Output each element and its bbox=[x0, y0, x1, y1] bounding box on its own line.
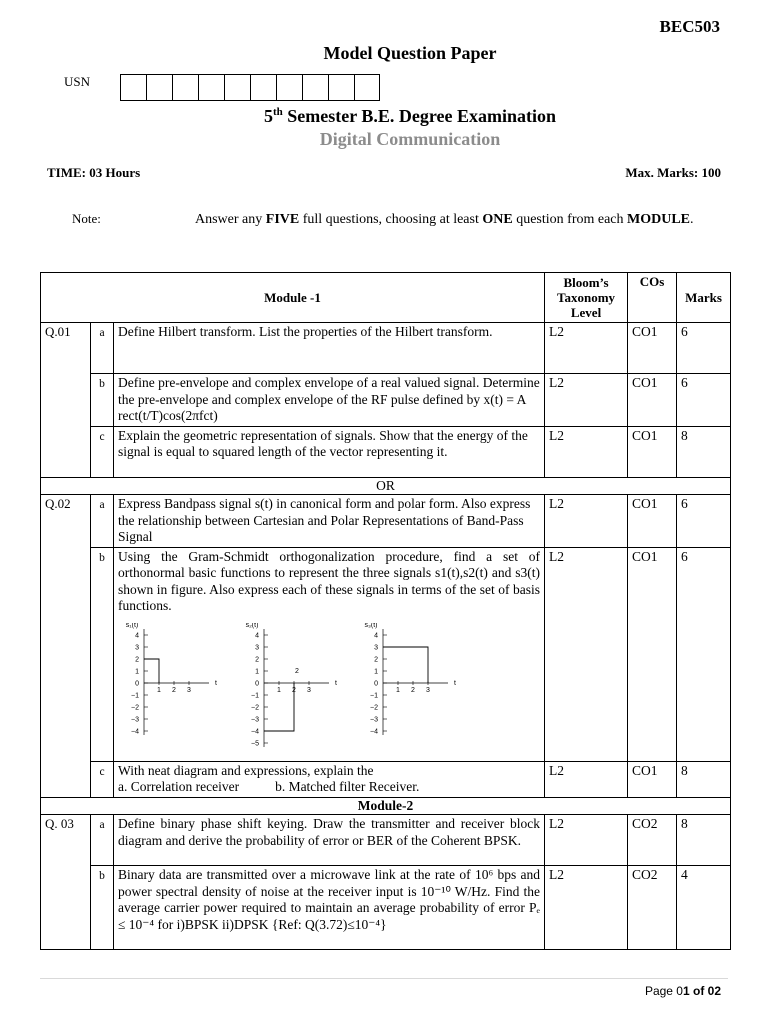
s3-plot-label: s₃(t) bbox=[364, 622, 378, 629]
s1-plot-ytick-label: 4 bbox=[135, 632, 139, 639]
question-text: Explain the geometric representation of signals. Show that the energy of the signal is equal to squared length of the vector representing it. bbox=[114, 426, 545, 477]
s3-plot-waveform bbox=[383, 647, 428, 683]
signals-figure-svg bbox=[118, 623, 478, 753]
note-part: Answer any bbox=[195, 212, 266, 227]
s3-plot-xtick-label: 2 bbox=[411, 686, 415, 694]
sub-question-label: b bbox=[91, 547, 114, 761]
note-text bbox=[195, 211, 695, 229]
page-number bbox=[645, 984, 721, 998]
note-label: Note: bbox=[72, 211, 101, 226]
table-row bbox=[41, 374, 731, 427]
s2-plot-xtick-label: 2 bbox=[292, 686, 296, 694]
co-value: CO1 bbox=[628, 495, 677, 548]
usn-box[interactable] bbox=[354, 74, 380, 101]
marks-value: 6 bbox=[677, 323, 731, 374]
co-value: CO2 bbox=[628, 815, 677, 866]
module-2-row bbox=[41, 797, 731, 815]
table-row bbox=[41, 323, 731, 374]
cos-heading: COs bbox=[628, 273, 677, 323]
question-table bbox=[40, 272, 731, 950]
s1-plot-xtick-label: 1 bbox=[157, 686, 161, 694]
s2-plot-xtick-label: 3 bbox=[307, 686, 311, 694]
marks-value: 6 bbox=[677, 374, 731, 427]
footer-divider bbox=[40, 978, 728, 979]
question-text: Define binary phase shift keying. Draw the transmitter and receiver block diagram and derive the probability of error or BER of the Coherent BPSK. bbox=[114, 815, 545, 866]
option-a: a. Correlation receiver bbox=[118, 779, 240, 794]
semester-suffix: th bbox=[272, 106, 283, 118]
sub-question-label: a bbox=[91, 815, 114, 866]
max-marks-label: Max. Marks: 100 bbox=[625, 165, 721, 180]
s1-plot-ytick-label: 1 bbox=[135, 668, 139, 675]
page-prefix: Page 0 bbox=[644, 984, 683, 998]
s1-plot-t-label: t bbox=[215, 679, 217, 687]
note-part: FIVE bbox=[265, 212, 300, 227]
note-part: MODULE bbox=[627, 212, 691, 227]
exam-name: Semester B.E. Degree Examination bbox=[282, 106, 557, 126]
usn-box[interactable] bbox=[224, 74, 250, 101]
bloom-level: L2 bbox=[545, 426, 628, 477]
question-cell bbox=[114, 761, 545, 797]
s3-plot-ytick-label: −2 bbox=[370, 704, 378, 711]
sub-question-label: a bbox=[91, 323, 114, 374]
signals-figure bbox=[118, 623, 540, 758]
s2-plot-ytick-label: 0 bbox=[255, 680, 259, 687]
question-text: Express Bandpass signal s(t) in canonical form and polar form. Also express the relationship between Cartesian and Polar Representations of Band-Pass Signal bbox=[114, 495, 545, 548]
module-2-heading: Module-2 bbox=[41, 797, 731, 815]
module-1-heading: Module -1 bbox=[41, 273, 545, 323]
usn-box[interactable] bbox=[328, 74, 354, 101]
bloom-level: L2 bbox=[545, 866, 628, 950]
question-number: Q.01 bbox=[41, 323, 91, 478]
note-part: ONE bbox=[482, 212, 513, 227]
s1-plot-xtick-label: 2 bbox=[172, 686, 176, 694]
s2-plot-ytick-label: −3 bbox=[251, 716, 259, 723]
bloom-level: L2 bbox=[545, 495, 628, 548]
question-text: Define pre-envelope and complex envelope of a real valued signal. Determine the pre-envelope and complex envelope of the RF pulse defined by x(t) = A rect(t/T)cos(2πfct) bbox=[114, 374, 545, 427]
table-row bbox=[41, 815, 731, 866]
s1-plot-label: s₁(t) bbox=[125, 622, 139, 629]
usn-box[interactable] bbox=[276, 74, 302, 101]
bloom-level: L2 bbox=[545, 374, 628, 427]
question-text: With neat diagram and expressions, explain the bbox=[118, 762, 374, 778]
s2-plot-ytick-label: 2 bbox=[255, 656, 259, 663]
or-separator: OR bbox=[41, 477, 731, 495]
marks-heading: Marks bbox=[677, 273, 731, 323]
usn-box[interactable] bbox=[146, 74, 172, 101]
s3-plot-ytick-label: 2 bbox=[374, 656, 378, 663]
question-text: Using the Gram-Schmidt orthogonalization procedure, find a set of orthonormal basic functions to represent the three signals s1(t),s2(t) and s3(t) shown in figure. Also express each of these signals in terms of the set of basis functions. bbox=[118, 548, 541, 613]
usn-box[interactable] bbox=[302, 74, 328, 101]
sub-question-label: b bbox=[91, 374, 114, 427]
s3-plot-ytick-label: −1 bbox=[370, 692, 378, 699]
s2-plot-ytick-label: −1 bbox=[251, 692, 259, 699]
co-value: CO1 bbox=[628, 426, 677, 477]
usn-box[interactable] bbox=[250, 74, 276, 101]
usn-box[interactable] bbox=[172, 74, 198, 101]
note-part: full questions, choosing at least bbox=[299, 212, 483, 227]
question-text: Define Hilbert transform. List the properties of the Hilbert transform. bbox=[114, 323, 545, 374]
question-text: Binary data are transmitted over a microwave link at the rate of 10⁶ bps and power spectral density of noise at the receiver input is 10⁻¹⁰ W/Hz. Find the average carrier power required to maintain an average probability of error Pₑ ≤ 10⁻⁴ for i)BPSK ii)DPSK {Ref: Q(3.72)≤10⁻⁴} bbox=[114, 866, 545, 950]
s3-plot-ytick-label: 0 bbox=[374, 680, 378, 687]
bloom-level: L2 bbox=[545, 761, 628, 797]
usn-box[interactable] bbox=[120, 74, 146, 101]
s2-plot-xtick-label: 1 bbox=[277, 686, 281, 694]
table-row bbox=[41, 761, 731, 797]
s3-plot-xtick-label: 1 bbox=[396, 686, 400, 694]
marks-value: 6 bbox=[677, 547, 731, 761]
usn-boxes bbox=[120, 74, 380, 101]
question-number: Q. 03 bbox=[41, 815, 91, 950]
table-header-row bbox=[41, 273, 731, 323]
table-row bbox=[41, 866, 731, 950]
s1-plot-xtick-label: 3 bbox=[187, 686, 191, 694]
s3-plot-ytick-label: 3 bbox=[374, 644, 378, 651]
marks-value: 6 bbox=[677, 495, 731, 548]
question-number: Q.02 bbox=[41, 495, 91, 798]
s2-plot-ytick-label: 4 bbox=[255, 632, 259, 639]
co-value: CO2 bbox=[628, 866, 677, 950]
s1-plot-ytick-label: 0 bbox=[135, 680, 139, 687]
sub-question-label: c bbox=[91, 761, 114, 797]
s3-plot-ytick-label: 1 bbox=[374, 668, 378, 675]
s3-plot-xtick-label: 3 bbox=[426, 686, 430, 694]
note-part: . bbox=[690, 212, 694, 227]
page-title: Model Question Paper bbox=[323, 43, 497, 63]
page-count: 1 of 02 bbox=[682, 984, 721, 998]
s3-plot-t-label: t bbox=[454, 679, 456, 687]
s2-plot-ytick-label: 1 bbox=[255, 668, 259, 675]
blooms-heading: Bloom’s Taxonomy Level bbox=[545, 273, 628, 323]
bloom-level: L2 bbox=[545, 815, 628, 866]
s2-mark-label: 2 bbox=[295, 667, 299, 675]
question-cell bbox=[114, 547, 545, 761]
marks-value: 4 bbox=[677, 866, 731, 950]
co-value: CO1 bbox=[628, 547, 677, 761]
s2-plot-ytick-label: −5 bbox=[251, 740, 259, 747]
note-part: question from each bbox=[512, 212, 628, 227]
marks-value: 8 bbox=[677, 815, 731, 866]
table-row bbox=[41, 495, 731, 548]
s1-plot-ytick-label: −3 bbox=[131, 716, 139, 723]
sub-question-label: c bbox=[91, 426, 114, 477]
question-options bbox=[118, 779, 540, 796]
sub-question-label: b bbox=[91, 866, 114, 950]
s1-plot-ytick-label: 2 bbox=[135, 656, 139, 663]
paper-code: BEC503 bbox=[659, 17, 720, 36]
s3-plot-ytick-label: −3 bbox=[370, 716, 378, 723]
sub-question-label: a bbox=[91, 495, 114, 548]
bloom-level: L2 bbox=[545, 547, 628, 761]
or-row bbox=[41, 477, 731, 495]
marks-value: 8 bbox=[677, 761, 731, 797]
bloom-level: L2 bbox=[545, 323, 628, 374]
co-value: CO1 bbox=[628, 323, 677, 374]
option-b: b. Matched filter Receiver. bbox=[275, 779, 420, 794]
marks-value: 8 bbox=[677, 426, 731, 477]
table-row bbox=[41, 426, 731, 477]
s1-plot-ytick-label: 3 bbox=[135, 644, 139, 651]
s1-plot-ytick-label: −4 bbox=[131, 728, 139, 735]
exam-title bbox=[0, 106, 768, 127]
table-row bbox=[41, 547, 731, 761]
semester-number: 5 bbox=[263, 106, 273, 126]
co-value: CO1 bbox=[628, 761, 677, 797]
co-value: CO1 bbox=[628, 374, 677, 427]
s2-plot-ytick-label: −4 bbox=[251, 728, 259, 735]
s2-plot-ytick-label: −2 bbox=[251, 704, 259, 711]
s1-plot-ytick-label: −2 bbox=[131, 704, 139, 711]
s1-plot-ytick-label: −1 bbox=[131, 692, 139, 699]
usn-label: USN bbox=[64, 74, 91, 89]
s3-plot-ytick-label: 4 bbox=[374, 632, 378, 639]
s2-plot-t-label: t bbox=[335, 679, 337, 687]
s2-plot-ytick-label: 3 bbox=[255, 644, 259, 651]
usn-box[interactable] bbox=[198, 74, 224, 101]
subject-title: Digital Communication bbox=[319, 129, 501, 149]
time-label: TIME: 03 Hours bbox=[47, 165, 141, 180]
s2-plot-label: s₂(t) bbox=[245, 622, 259, 629]
s3-plot-ytick-label: −4 bbox=[370, 728, 378, 735]
